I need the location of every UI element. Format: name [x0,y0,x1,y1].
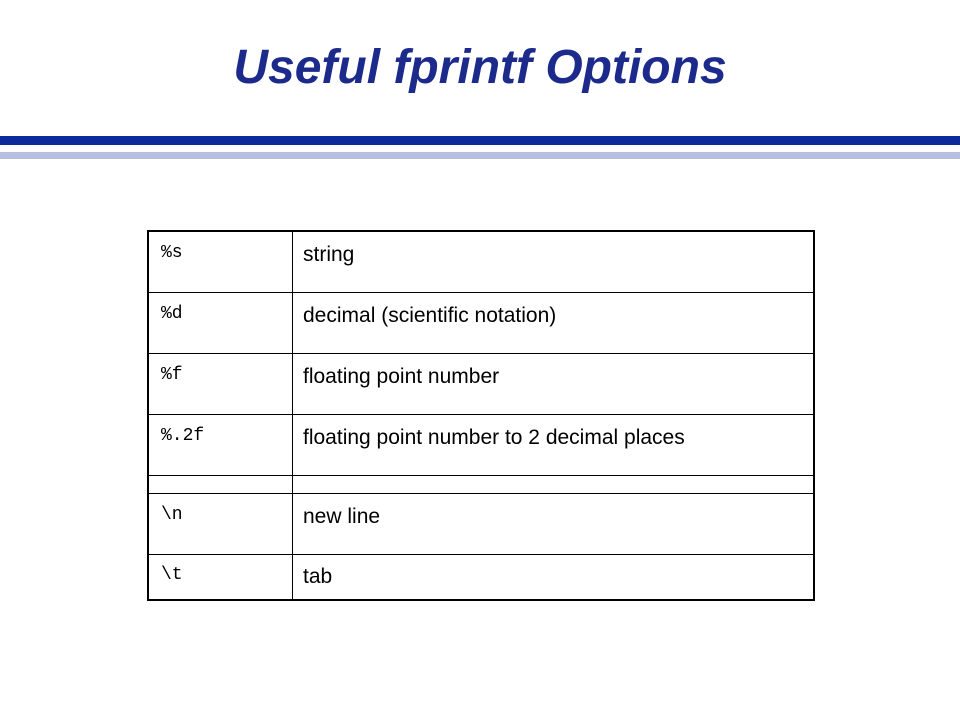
format-code-cell: %d [148,292,293,353]
format-description-cell: floating point number to 2 decimal places [293,414,815,475]
format-description-cell: decimal (scientific notation) [293,292,815,353]
format-description-cell: tab [293,554,815,600]
table-row-empty [148,475,814,493]
format-code-cell: %f [148,353,293,414]
format-description-cell: string [293,231,815,292]
table-row [148,493,814,554]
table-row [148,414,814,475]
title-rule-dark [0,136,960,145]
fprintf-options-table [147,230,815,601]
table-row [148,353,814,414]
table-row [148,554,814,600]
format-description-cell: new line [293,493,815,554]
format-code-cell: \t [148,554,293,600]
format-description-cell: floating point number [293,353,815,414]
table-row [148,292,814,353]
format-code-cell: %s [148,231,293,292]
format-code-cell: \n [148,493,293,554]
table-row [148,231,814,292]
format-code-cell [148,475,293,493]
title-rule-light [0,152,960,159]
slide-title: Useful fprintf Options [233,41,727,94]
format-description-cell [293,475,815,493]
format-code-cell: %.2f [148,414,293,475]
